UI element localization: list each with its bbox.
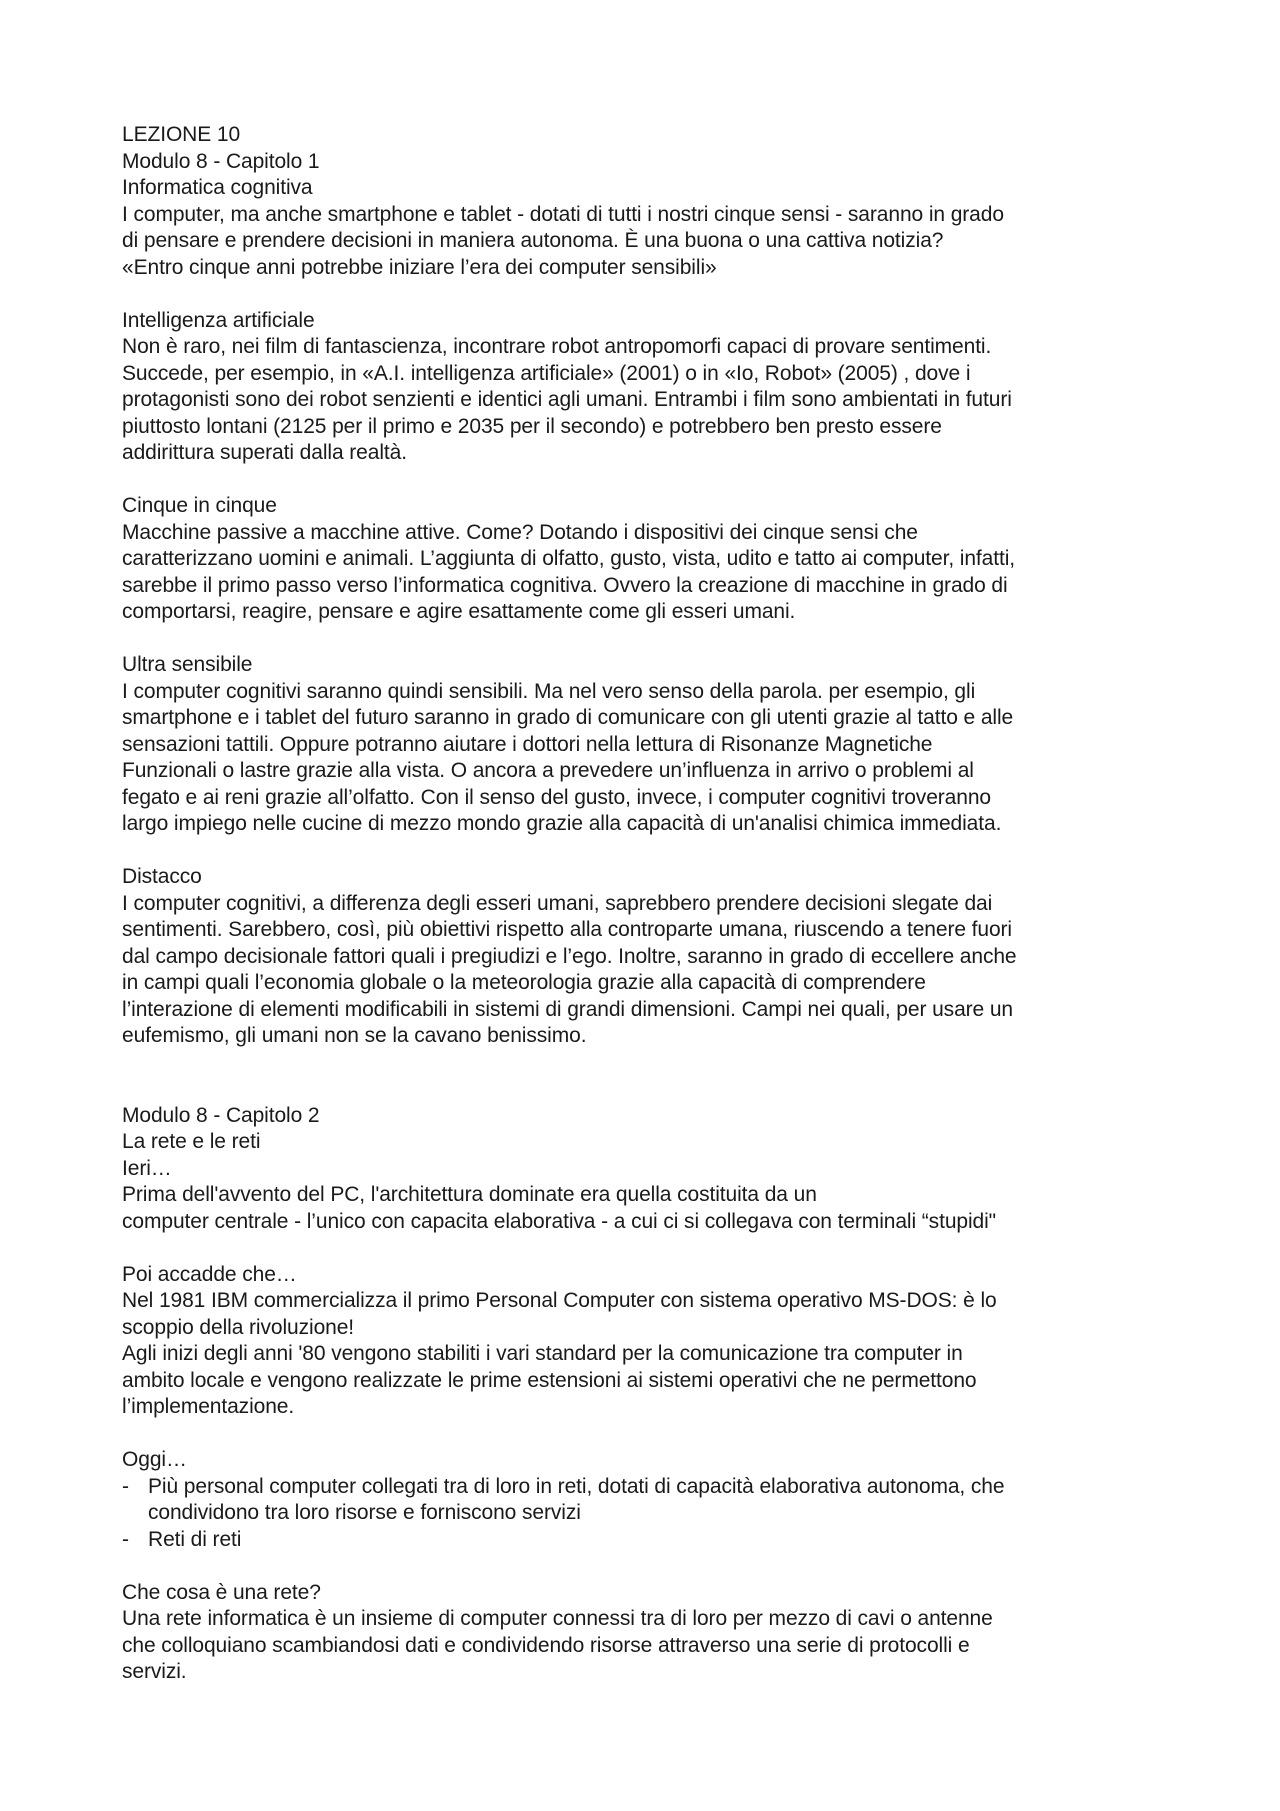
paragraph-line: Prima dell'avvento del PC, l'architettura dominate era quella costituita da un [122, 1183, 817, 1206]
spacer [122, 281, 1172, 308]
chapter-topic: Informatica cognitiva [122, 176, 313, 199]
paragraph-line: Succede, per esempio, in «A.I. intelligenza artificiale» (2001) o in «Io, Robot» (2005) , dove i [122, 361, 971, 385]
bullet-item [122, 1474, 1172, 1501]
paragraph-line: sentimenti. Sarebbero, così, più obiettivi rispetto alla controparte umana, riuscendo a tenere fuori [122, 918, 1012, 941]
paragraph-line: Agli inizi degli anni '80 vengono stabiliti i vari standard per la comunicazione tra computer in [122, 1342, 963, 1365]
paragraph-line: I computer cognitivi saranno quindi sensibili. Ma nel vero senso della parola. per esempio, gli [122, 679, 976, 703]
chapter2-topic: La rete e le reti [122, 1130, 261, 1153]
spacer [122, 467, 1172, 494]
paragraph-line: servizi. [122, 1660, 187, 1683]
paragraph-line: l’implementazione. [122, 1395, 295, 1418]
paragraph-line: addirittura superati dalla realtà. [122, 441, 407, 464]
paragraph-line: sarebbe il primo passo verso l’informatica cognitiva. Ovvero la creazione di macchine in grado di [122, 573, 1008, 597]
intro-line: di pensare e prendere decisioni in maniera autonoma. È una buona o una cattiva notizia? [122, 229, 944, 252]
spacer [122, 1235, 1172, 1262]
paragraph-line: scoppio della rivoluzione! [122, 1315, 355, 1339]
spacer [122, 626, 1172, 653]
paragraph-line: Non è raro, nei film di fantascienza, incontrare robot antropomorfi capaci di provare sentimenti. [122, 335, 992, 358]
intro-line: I computer, ma anche smartphone e tablet - dotati di tutti i nostri cinque sensi - saranno in grado [122, 202, 1004, 226]
paragraph-line: Una rete informatica è un insieme di computer connessi tra di loro per mezzo di cavi o antenne [122, 1607, 993, 1630]
paragraph-line: computer centrale - l’unico con capacita elaborativa - a cui ci si collegava con terminali “stupidi" [122, 1209, 997, 1233]
spacer [122, 1050, 1172, 1103]
section-title-rete: Che cosa è una rete? [122, 1580, 321, 1604]
paragraph-line: smartphone e i tablet del futuro saranno in grado di comunicare con gli utenti grazie al tatto e alle [122, 706, 1014, 729]
chapter2-heading: Modulo 8 - Capitolo 2 [122, 1103, 320, 1127]
chapter-heading: Modulo 8 - Capitolo 1 [122, 149, 320, 173]
spacer [122, 838, 1172, 865]
paragraph-line: largo impiego nelle cucine di mezzo mondo grazie alla capacità di un'analisi chimica immediata. [122, 812, 1002, 835]
paragraph-line: comportarsi, reagire, pensare e agire esattamente come gli esseri umani. [122, 600, 796, 623]
paragraph-line: Macchine passive a macchine attive. Come? Dotando i dispositivi dei cinque sensi che [122, 520, 918, 544]
bullet-text-continued: condividono tra loro risorse e forniscono servizi [148, 1501, 581, 1524]
section-title-intelligenza: Intelligenza artificiale [122, 308, 315, 332]
paragraph-line: Funzionali o lastre grazie alla vista. O ancora a prevedere un’influenza in arrivo o problemi al [122, 759, 974, 782]
paragraph-line: l’interazione di elementi modificabili in sistemi di grandi dimensioni. Campi nei quali, per usare un [122, 997, 1014, 1021]
paragraph-line: dal campo decisionale fattori quali i pregiudizi e l’ego. Inoltre, saranno in grado di eccellere anche [122, 944, 1017, 968]
paragraph-line: protagonisti sono dei robot senzienti e identici agli umani. Entrambi i film sono ambientati in futuri [122, 388, 1012, 411]
paragraph-line: che colloquiano scambiandosi dati e condividendo risorse attraverso una serie di protocolli e [122, 1633, 970, 1657]
paragraph-line: ambito locale e vengono realizzate le prime estensioni ai sistemi operativi che ne permettono [122, 1368, 977, 1392]
paragraph-line: piuttosto lontani (2125 per il primo e 2035 per il secondo) e potrebbero ben presto essere [122, 414, 942, 438]
section-title-cinque: Cinque in cinque [122, 494, 277, 517]
bullet-dash: - [122, 1474, 129, 1498]
bullet-text: Più personal computer collegati tra di loro in reti, dotati di capacità elaborativa autonoma, che [148, 1474, 1005, 1498]
paragraph-line: Nel 1981 IBM commercializza il primo Personal Computer con sistema operativo MS-DOS: è lo [122, 1289, 997, 1312]
bullet-dash: - [122, 1527, 129, 1551]
paragraph-line: I computer cognitivi, a differenza degli esseri umani, saprebbero prendere decisioni slegate dai [122, 891, 993, 915]
section-title-distacco: Distacco [122, 865, 202, 888]
section-title-oggi: Oggi… [122, 1448, 187, 1471]
section-title-poi: Poi accadde che… [122, 1262, 297, 1286]
paragraph-line: sensazioni tattili. Oppure potranno aiutare i dottori nella lettura di Risonanze Magnetiche [122, 732, 933, 756]
paragraph-line: in campi quali l’economia globale o la meteorologia grazie alla capacità di comprendere [122, 971, 926, 994]
document-page [122, 122, 1172, 1686]
bullet-text: Reti di reti [148, 1527, 242, 1551]
paragraph-line: fegato e ai reni grazie all’olfatto. Con il senso del gusto, invece, i computer cognitivi troveranno [122, 785, 991, 809]
paragraph-line: eufemismo, gli umani non se la cavano benissimo. [122, 1024, 587, 1047]
spacer [122, 1421, 1172, 1448]
lesson-title: LEZIONE 10 [122, 123, 241, 146]
paragraph-line: caratterizzano uomini e animali. L’aggiunta di olfatto, gusto, vista, udito e tatto ai computer, infatti, [122, 547, 1016, 570]
section-title-ieri: Ieri… [122, 1156, 172, 1180]
intro-quote: «Entro cinque anni potrebbe iniziare l’era dei computer sensibili» [122, 255, 717, 279]
section-title-ultra: Ultra sensibile [122, 653, 253, 676]
spacer [122, 1553, 1172, 1580]
bullet-item [122, 1527, 1172, 1554]
